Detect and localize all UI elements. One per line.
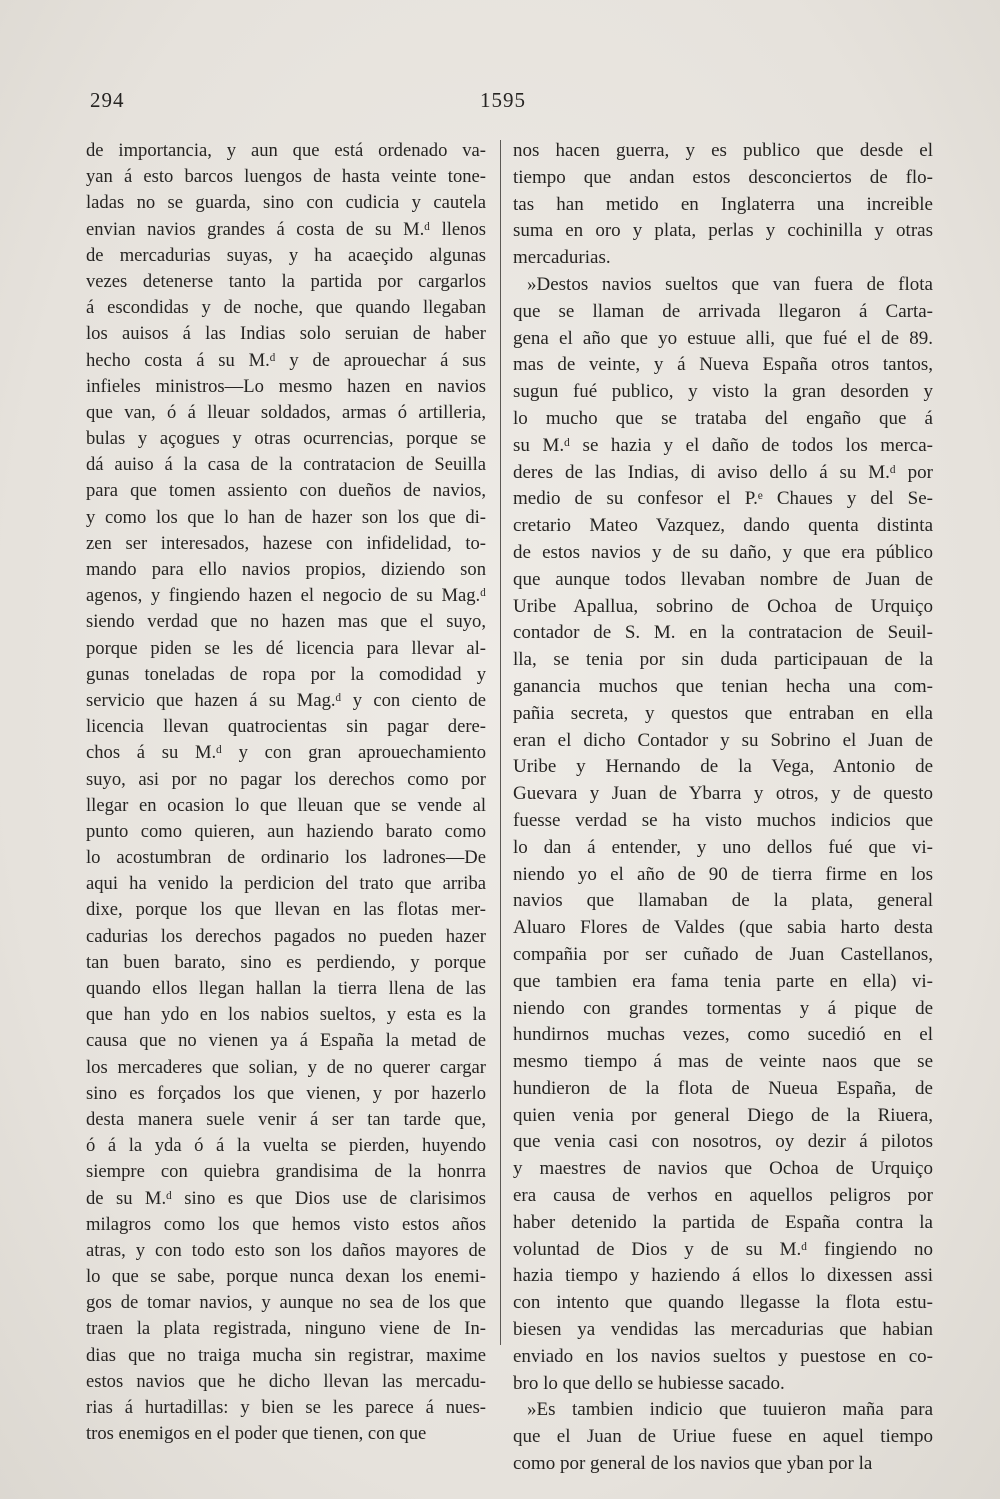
text-line: punto como quieren, aun haziendo barato como (86, 820, 486, 842)
text-line: haber detenido la partida de España contra la (513, 1211, 933, 1233)
text-line: traen la plata registrada, ninguno viene de In- (86, 1318, 486, 1340)
text-line: lo acostumbran de ordinario los ladrones—De (86, 847, 486, 869)
page-header (0, 88, 1000, 116)
text-line: los mercaderes que solian, y de no querer cargar (86, 1056, 486, 1078)
text-line: que aunque todos llevaban nombre de Juan de (513, 568, 933, 590)
running-head-year: 1595 (480, 88, 526, 112)
text-line: ladas no se guarda, sino con cudicia y cautela (86, 192, 486, 214)
text-line: los auisos á las Indias solo seruian de haber (86, 323, 486, 345)
text-line: estos navios que he dicho llevan las mercadu- (86, 1370, 486, 1392)
text-line: de importancia, y aun que está ordenado va- (86, 140, 486, 161)
text-line: cadurias los derechos pagados no pueden hazer (86, 925, 486, 947)
text-line: enviado en los navios sueltos y puestose en co- (513, 1345, 933, 1367)
text-line: de estos navios y de su daño, y que era público (513, 541, 933, 563)
text-line: gena el año que yo estuue alli, que fué el de 89. (513, 327, 933, 349)
text-line: de mercadurias suyas, y ha acaeçido algunas (86, 244, 486, 266)
text-line: medio de su confesor el P.ᵉ Chaues y del Se- (513, 488, 933, 510)
text-line: tiempo que andan estos desconciertos de flo- (513, 166, 933, 188)
text-line: milagros como los que hemos visto estos años (86, 1213, 486, 1235)
text-line: lo que se sabe, porque nunca dexan los enemi- (86, 1266, 486, 1288)
text-line: tas han metido en Inglaterra una increible (513, 193, 933, 215)
text-line: licencia llevan quatrocientas sin pagar dere- (86, 716, 486, 738)
text-line: mesmo tiempo á mas de veinte naos que se (513, 1051, 933, 1073)
text-line: dixe, porque los que llevan en las flotas mer- (86, 899, 486, 921)
text-line: dá auiso á la casa de la contratacion de Seuilla (86, 454, 486, 476)
text-line: rias á hurtadillas: y bien se les parece á nues- (86, 1397, 486, 1418)
text-line: sino es forçados los que vienen, y por hazerlo (86, 1082, 486, 1104)
text-line: siempre con quiebra grandisima de la honrra (86, 1161, 486, 1183)
text-line: de su M.ᵈ sino es que Dios use de clarisimos (86, 1187, 486, 1209)
right-text-column (513, 138, 933, 1478)
text-line: deres de las Indias, di aviso dello á su M.ᵈ por (513, 461, 933, 483)
text-line: pañia secreta, y questos que entraban en ella (513, 702, 933, 724)
text-line: lo mucho que se trataba del engaño que á (513, 407, 933, 429)
text-line: voluntad de Dios y de su M.ᵈ fingiendo no (513, 1238, 933, 1260)
text-line: y maestres de navios que Ochoa de Urquiço (513, 1158, 933, 1180)
text-line: »Destos navios sueltos que van fuera de flota (527, 273, 933, 295)
text-line: siendo verdad que no hazen mas que el suyo, (86, 611, 486, 633)
text-line: Uribe y Hernando de la Vega, Antonio de (513, 756, 933, 778)
text-line: servicio que hazen á su Mag.ᵈ y con ciento de (86, 689, 486, 711)
text-line: yan á esto barcos luengos de hasta veinte tone- (86, 166, 486, 188)
text-line: ó á la yda ó á la vuelta se pierden, huyendo (86, 1135, 486, 1157)
text-line: gos de tomar navios, y aunque no sea de los que (86, 1292, 486, 1314)
text-line: quien venia por general Diego de la Riuera, (513, 1104, 933, 1126)
text-line: mercadurias. (513, 247, 611, 269)
text-line: Aluaro Flores de Valdes (que sabia harto desta (513, 917, 933, 939)
text-line: hazia tiempo y haziendo á ellos lo dixessen assi (513, 1265, 933, 1287)
text-line: tros enemigos en el poder que tienen, con que (86, 1423, 427, 1445)
text-line: que tambien era fama tenia parte en ella) vi- (513, 970, 933, 992)
text-line: suyo, asi por no pagar los derechos como por (86, 768, 486, 790)
text-line: nos hacen guerra, y es publico que desde el (513, 140, 933, 161)
text-line: lla, se tenia por sin duda participauan de la (513, 649, 933, 671)
text-line: á escondidas y de noche, que quando llegaban (86, 297, 486, 319)
text-line: para que tomen assiento con dueños de navios, (86, 480, 486, 502)
text-line: que el Juan de Uriue fuese en aquel tiempo (513, 1426, 933, 1448)
left-text-column (86, 138, 486, 1447)
text-line: sugun fué publico, y visto la gran desorden y (513, 381, 933, 403)
text-line: tan buen barato, sino es perdiendo, y porque (86, 951, 486, 973)
text-line: que venia casi con nosotros, oy dezir á pilotos (513, 1131, 933, 1153)
text-line: quando ellos llegan hallan la tierra llena de las (86, 978, 486, 999)
text-line: que van, ó á lleuar soldados, armas ó artilleria, (86, 401, 486, 423)
text-line: era causa de verhos en aquellos peligros por (513, 1185, 933, 1207)
text-line: como por general de los navios que yban por la (513, 1453, 873, 1475)
text-line: desta manera suele venir á ser tan tarde que, (86, 1108, 486, 1130)
text-line: atras, y con todo esto son los daños mayores de (86, 1239, 486, 1261)
text-line: mando para ello navios propios, diziendo son (86, 559, 486, 580)
text-line: cretario Mateo Vazquez, dando quenta distinta (513, 515, 933, 537)
text-line: con intento que quando llegasse la flota estu- (513, 1292, 933, 1314)
text-line: »Es tambien indicio que tuuieron maña para (527, 1399, 933, 1421)
text-line: infieles ministros—Lo mesmo hazen en navios (86, 375, 486, 397)
text-line: bulas y açogues y otras ocurrencias, porque se (86, 428, 486, 450)
text-line: navios que llamaban de la plata, general (513, 890, 933, 912)
text-line: que han ydo en los nabios sueltos, y esta es la (86, 1004, 486, 1026)
text-line: mas de veinte, y á Nueva España otros tantos, (513, 354, 933, 376)
text-line: gunas toneladas de ropa por la comodidad y (86, 663, 486, 685)
column-divider (500, 140, 501, 1345)
text-line: niendo yo el año de 90 de tierra firme en los (513, 863, 933, 885)
text-line: hecho costa á su M.ᵈ y de aprouechar á sus (86, 349, 486, 371)
text-line: fuesse verdad se ha visto muchos indicios que (513, 809, 933, 831)
text-line: Guevara y Juan de Ybarra y otros, y de questo (513, 783, 933, 805)
text-line: hundirnos muchas vezes, como sucedió en el (513, 1024, 933, 1046)
text-line: porque piden se les dé licencia para llevar al- (86, 637, 486, 659)
text-line: zen ser interesados, hazese con infidelidad, to- (86, 532, 486, 554)
text-line: ganancia muchos que tenian hecha una com- (513, 675, 933, 697)
page-number: 294 (90, 88, 125, 112)
text-line: que se llaman de arrivada llegaron á Carta- (513, 300, 933, 322)
text-line: lo dan á entender, y uno dellos fué que vi- (513, 836, 933, 858)
text-line: llegar en ocasion lo que lleuan que se vende al (86, 794, 486, 816)
text-line: bro lo que dello se hubiesse sacado. (513, 1372, 785, 1394)
text-line: y como los que lo han de hazer son los que di- (86, 506, 486, 528)
text-line: biesen ya vendidas las mercadurias que habian (513, 1319, 933, 1341)
text-line: causa que no vienen ya á España la metad de (86, 1030, 486, 1052)
text-line: envian navios grandes á costa de su M.ᵈ llenos (86, 218, 486, 240)
text-line: su M.ᵈ se hazia y el daño de todos los merca- (513, 434, 933, 456)
text-line: suma en oro y plata, perlas y cochinilla y otras (513, 220, 933, 242)
text-line: niendo con grandes tormentas y á pique de (513, 997, 933, 1019)
text-line: dias que no traiga mucha sin registrar, maxime (86, 1344, 486, 1366)
text-line: vezes detenerse tanto la partida por cargarlos (86, 270, 486, 292)
text-line: chos á su M.ᵈ y con gran aprouechamiento (86, 742, 486, 764)
text-line: eran el dicho Contador y su Sobrino el Juan de (513, 729, 933, 751)
text-line: agenos, y fingiendo hazen el negocio de su Mag.ᵈ (86, 585, 486, 607)
text-line: compañia por ser cuñado de Juan Castellanos, (513, 943, 933, 965)
text-line: Uribe Apallua, sobrino de Ochoa de Urquiço (513, 595, 933, 617)
text-line: contador de S. M. en la contratacion de Seuil- (513, 622, 933, 644)
text-line: hundieron de la flota de Nueua España, de (513, 1077, 933, 1099)
text-line: aqui ha venido la perdicion del trato que arriba (86, 873, 486, 895)
